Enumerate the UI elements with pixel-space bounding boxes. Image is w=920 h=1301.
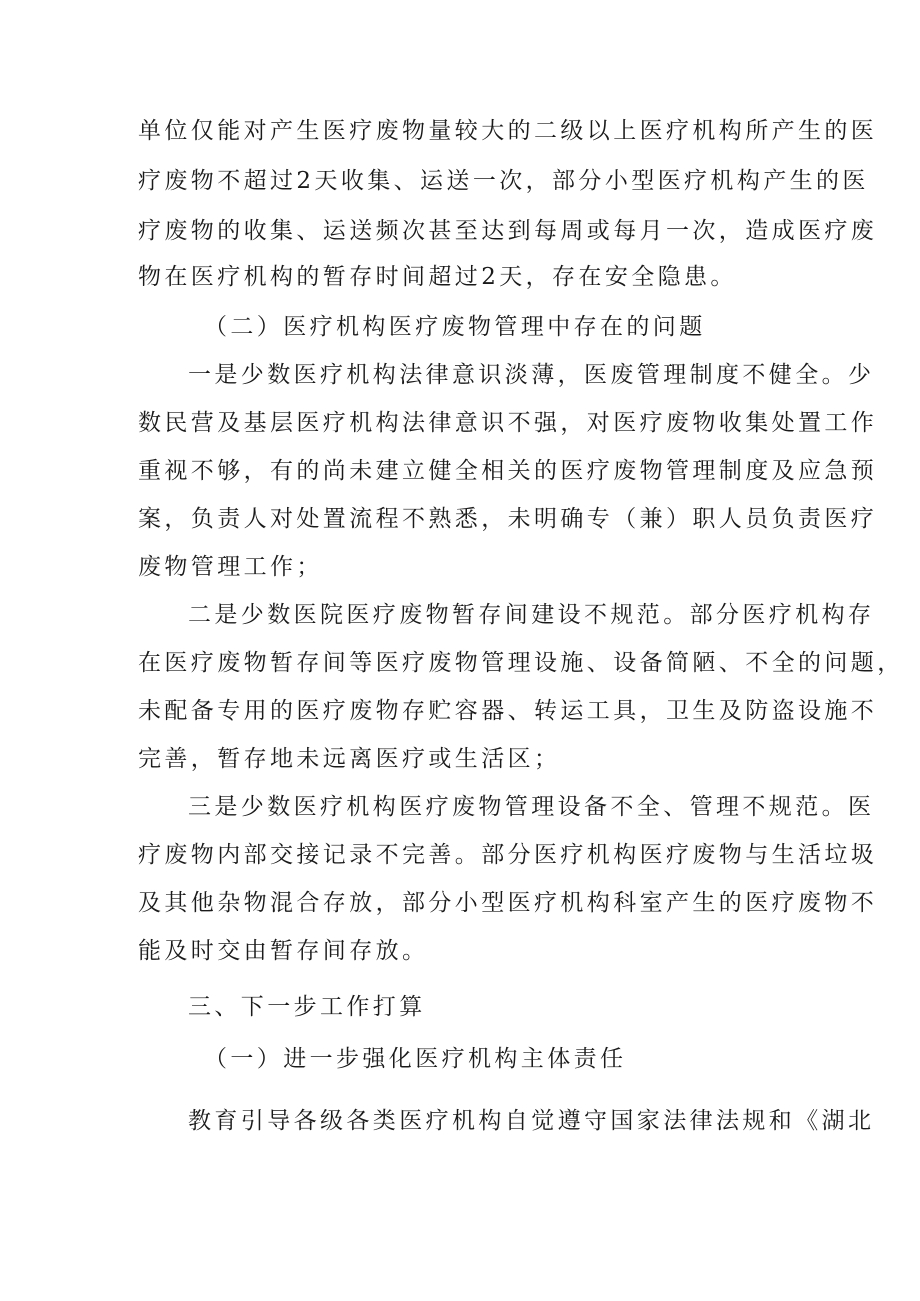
paragraph-line: 完善，暂存地未远离医疗或生活区；: [138, 746, 561, 772]
section-heading: 三、下一步工作打算: [188, 994, 426, 1020]
paragraph-line: 在医疗废物暂存间等医疗废物管理设施、设备简陋、不全的问题，: [138, 650, 904, 676]
paragraph-line: 教育引导各级各类医疗机构自觉遵守国家法律法规和《湖北: [188, 1108, 875, 1134]
paragraph-line: 数民营及基层医疗机构法律意识不强，对医疗废物收集处置工作: [138, 410, 878, 436]
paragraph-line: 及其他杂物混合存放，部分小型医疗机构科室产生的医疗废物不: [138, 890, 878, 916]
paragraph-line: 能及时交由暂存间存放。: [138, 938, 429, 964]
paragraph-line: 案，负责人对处置流程不熟悉，未明确专（兼）职人员负责医疗: [138, 506, 878, 532]
paragraph-line: 单位仅能对产生医疗废物量较大的二级以上医疗机构所产生的医: [138, 118, 878, 144]
section-subheading: （一）进一步强化医疗机构主体责任: [204, 1046, 627, 1072]
paragraph-line: 未配备专用的医疗废物存贮容器、转运工具，卫生及防盗设施不: [138, 698, 878, 724]
paragraph-line: 废物管理工作；: [138, 554, 323, 580]
paragraph-line: 一是少数医疗机构法律意识淡薄，医废管理制度不健全。少: [188, 362, 875, 388]
paragraph-line: 二是少数医院医疗废物暂存间建设不规范。部分医疗机构存: [188, 602, 875, 628]
paragraph-line: 三是少数医疗机构医疗废物管理设备不全、管理不规范。医: [188, 794, 875, 820]
section-subheading: （二）医疗机构医疗废物管理中存在的问题: [204, 314, 706, 340]
paragraph-line: 重视不够，有的尚未建立健全相关的医疗废物管理制度及应急预: [138, 458, 878, 484]
paragraph-line: 疗废物的收集、运送频次甚至达到每周或每月一次，造成医疗废: [138, 218, 878, 244]
paragraph-line: 疗废物不超过2天收集、运送一次，部分小型医疗机构产生的医: [138, 168, 869, 194]
paragraph-line: 物在医疗机构的暂存时间超过2天，存在安全隐患。: [138, 264, 737, 290]
paragraph-line: 疗废物内部交接记录不完善。部分医疗机构医疗废物与生活垃圾: [138, 842, 878, 868]
